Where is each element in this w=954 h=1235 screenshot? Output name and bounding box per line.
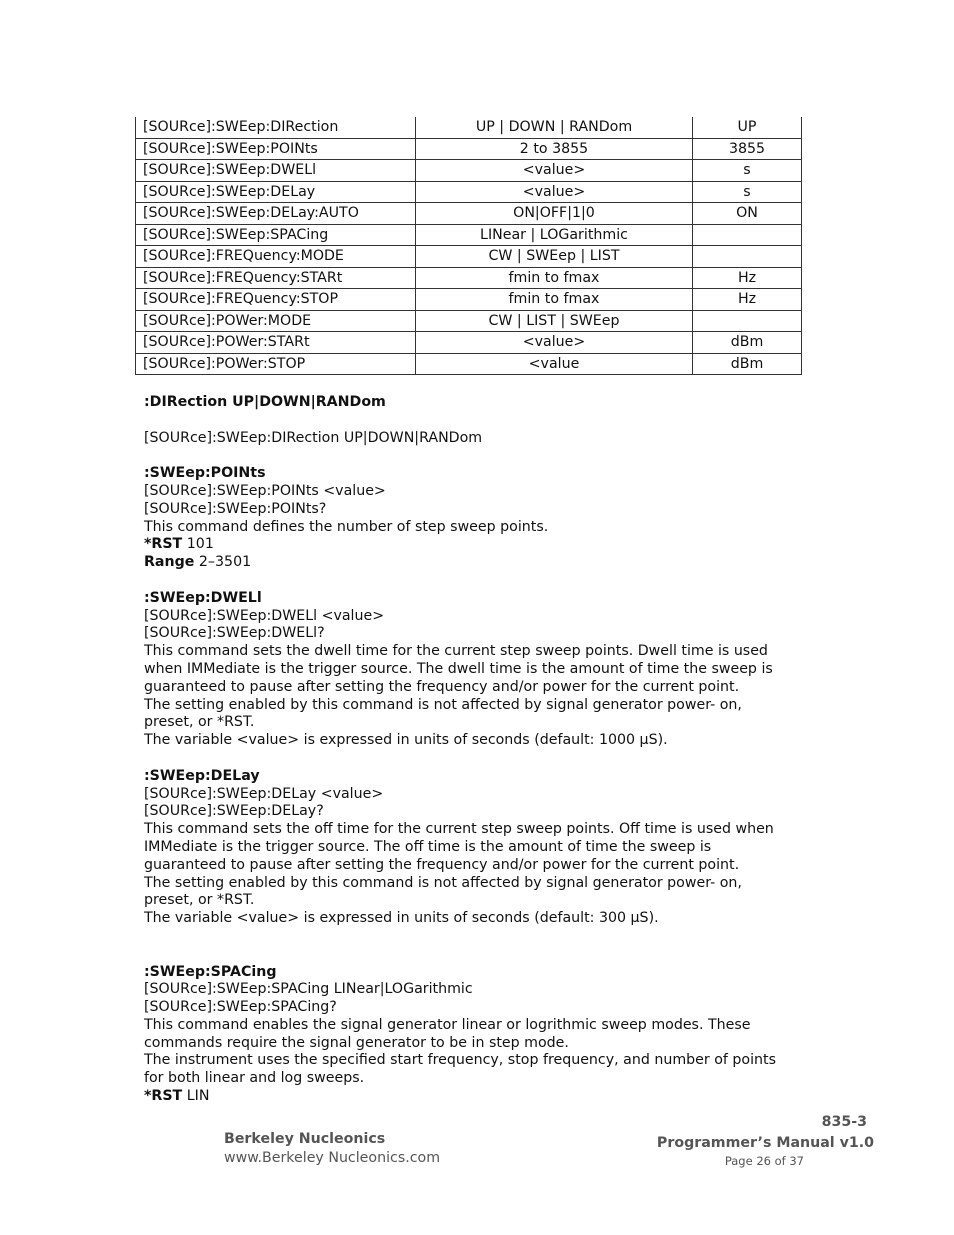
footer-manual-title: Programmer’s Manual v1.0	[656, 1135, 874, 1151]
command-cell: [SOURce]:FREQuency:STOP	[136, 289, 416, 311]
unit-cell: 3855	[693, 138, 802, 160]
points-rst-label: *RST	[144, 536, 183, 553]
unit-cell: Hz	[693, 289, 802, 311]
parameter-cell: 2 to 3855	[416, 138, 693, 160]
section-heading-points: :SWEep:POINts	[144, 465, 266, 482]
parameter-cell: ON|OFF|1|0	[416, 203, 693, 225]
delay-description-line: The setting enabled by this command is not affected by signal generator power- on,	[144, 874, 742, 891]
dwell-description-line: This command sets the dwell time for the current step sweep points. Dwell time is used	[144, 643, 768, 660]
command-cell: [SOURce]:POWer:STOP	[136, 353, 416, 375]
footer-company-block	[224, 1130, 440, 1168]
syntax-dwell-set: [SOURce]:SWEep:DWELl <value>	[144, 607, 385, 624]
dwell-description-line: guaranteed to pause after setting the frequency and/or power for the current point.	[144, 678, 740, 695]
unit-cell	[693, 310, 802, 332]
command-cell: [SOURce]:SWEep:DELay:AUTO	[136, 203, 416, 225]
spacing-description-line: This command enables the signal generator linear or logrithmic sweep modes. These	[144, 1016, 751, 1033]
document-body	[144, 394, 814, 1106]
points-description: This command defines the number of step sweep points.	[144, 518, 549, 535]
command-cell: [SOURce]:FREQuency:STARt	[136, 267, 416, 289]
parameter-cell: UP | DOWN | RANDom	[416, 117, 693, 138]
command-cell: [SOURce]:FREQuency:MODE	[136, 246, 416, 268]
parameter-cell: fmin to fmax	[416, 267, 693, 289]
syntax-dwell-query: [SOURce]:SWEep:DWELl?	[144, 625, 325, 642]
footer-document-block	[657, 1113, 874, 1167]
parameter-cell: <value	[416, 353, 693, 375]
points-rst-value: 101	[182, 536, 214, 553]
footer-model-number: 835-3	[821, 1114, 867, 1130]
footer-website: www.Berkeley Nucleonics.com	[224, 1150, 441, 1166]
parameter-cell: <value>	[416, 181, 693, 203]
footer-company-name: Berkeley Nucleonics	[224, 1131, 386, 1147]
section-heading-direction: :DIRection UP|DOWN|RANDom	[144, 394, 386, 410]
syntax-delay-set: [SOURce]:SWEep:DELay <value>	[144, 785, 384, 802]
command-cell: [SOURce]:SWEep:DELay	[136, 181, 416, 203]
parameter-cell: CW | LIST | SWEep	[416, 310, 693, 332]
table-row	[136, 138, 802, 160]
unit-cell: s	[693, 181, 802, 203]
points-range-value: 2–3501	[194, 554, 252, 571]
unit-cell	[693, 224, 802, 246]
spacing-rst	[144, 1088, 814, 1106]
table-row	[136, 246, 802, 268]
spacing-description-line: for both linear and log sweeps.	[144, 1070, 365, 1087]
parameter-cell: CW | SWEep | LIST	[416, 246, 693, 268]
delay-description-line: guaranteed to pause after setting the frequency and/or power for the current point.	[144, 856, 740, 873]
table-row	[136, 181, 802, 203]
spacing-description-line: commands require the signal generator to be in step mode.	[144, 1034, 569, 1051]
dwell-description-line: The variable <value> is expressed in units of seconds (default: 1000 µS).	[144, 732, 668, 749]
command-cell: [SOURce]:SWEep:POINts	[136, 138, 416, 160]
table-row	[136, 224, 802, 246]
section-heading-delay: :SWEep:DELay	[144, 767, 260, 784]
spacing-description-line: The instrument uses the specified start frequency, stop frequency, and number of points	[144, 1052, 776, 1069]
command-table-body	[136, 117, 802, 375]
table-row	[136, 353, 802, 375]
unit-cell: s	[693, 160, 802, 182]
syntax-delay-query: [SOURce]:SWEep:DELay?	[144, 803, 324, 820]
footer-page-number: Page 26 of 37	[724, 1154, 804, 1168]
parameter-cell: <value>	[416, 160, 693, 182]
delay-description-line: IMMediate is the trigger source. The off time is the amount of time the sweep is	[144, 838, 712, 855]
unit-cell: dBm	[693, 353, 802, 375]
parameter-cell: fmin to fmax	[416, 289, 693, 311]
spacing-rst-value: LIN	[182, 1088, 210, 1105]
command-cell: [SOURce]:POWer:MODE	[136, 310, 416, 332]
syntax-spacing-set: [SOURce]:SWEep:SPACing LINear|LOGarithmic	[144, 981, 473, 998]
command-cell: [SOURce]:SWEep:SPACing	[136, 224, 416, 246]
unit-cell: ON	[693, 203, 802, 225]
points-range-label: Range	[144, 554, 195, 571]
dwell-description-line: The setting enabled by this command is not affected by signal generator power- on,	[144, 696, 742, 713]
table-row	[136, 117, 802, 138]
command-cell: [SOURce]:SWEep:DWELl	[136, 160, 416, 182]
table-row	[136, 332, 802, 354]
syntax-points-set: [SOURce]:SWEep:POINts <value>	[144, 482, 386, 499]
command-cell: [SOURce]:POWer:STARt	[136, 332, 416, 354]
syntax-points-query: [SOURce]:SWEep:POINts?	[144, 500, 327, 517]
unit-cell: Hz	[693, 267, 802, 289]
parameter-cell: <value>	[416, 332, 693, 354]
delay-description-line: preset, or *RST.	[144, 892, 255, 909]
points-range	[144, 554, 814, 572]
section-heading-dwell: :SWEep:DWELl	[144, 589, 262, 606]
spacing-rst-label: *RST	[144, 1088, 183, 1105]
dwell-description-line: when IMMediate is the trigger source. The dwell time is the amount of time the sweep is	[144, 660, 773, 677]
unit-cell	[693, 246, 802, 268]
table-row	[136, 267, 802, 289]
unit-cell: UP	[693, 117, 802, 138]
syntax-spacing-query: [SOURce]:SWEep:SPACing?	[144, 999, 337, 1016]
table-row	[136, 310, 802, 332]
table-row	[136, 203, 802, 225]
parameter-cell: LINear | LOGarithmic	[416, 224, 693, 246]
points-rst	[144, 536, 814, 554]
table-row	[136, 289, 802, 311]
section-heading-spacing: :SWEep:SPACing	[144, 963, 277, 980]
dwell-description-line: preset, or *RST.	[144, 714, 255, 731]
unit-cell: dBm	[693, 332, 802, 354]
syntax-direction: [SOURce]:SWEep:DIRection UP|DOWN|RANDom	[144, 429, 483, 446]
delay-description-line: The variable <value> is expressed in units of seconds (default: 300 µS).	[144, 910, 659, 927]
command-table	[135, 117, 802, 375]
table-row	[136, 160, 802, 182]
delay-description-line: This command sets the off time for the current step sweep points. Off time is used when	[144, 821, 774, 838]
command-cell: [SOURce]:SWEep:DIRection	[136, 117, 416, 138]
